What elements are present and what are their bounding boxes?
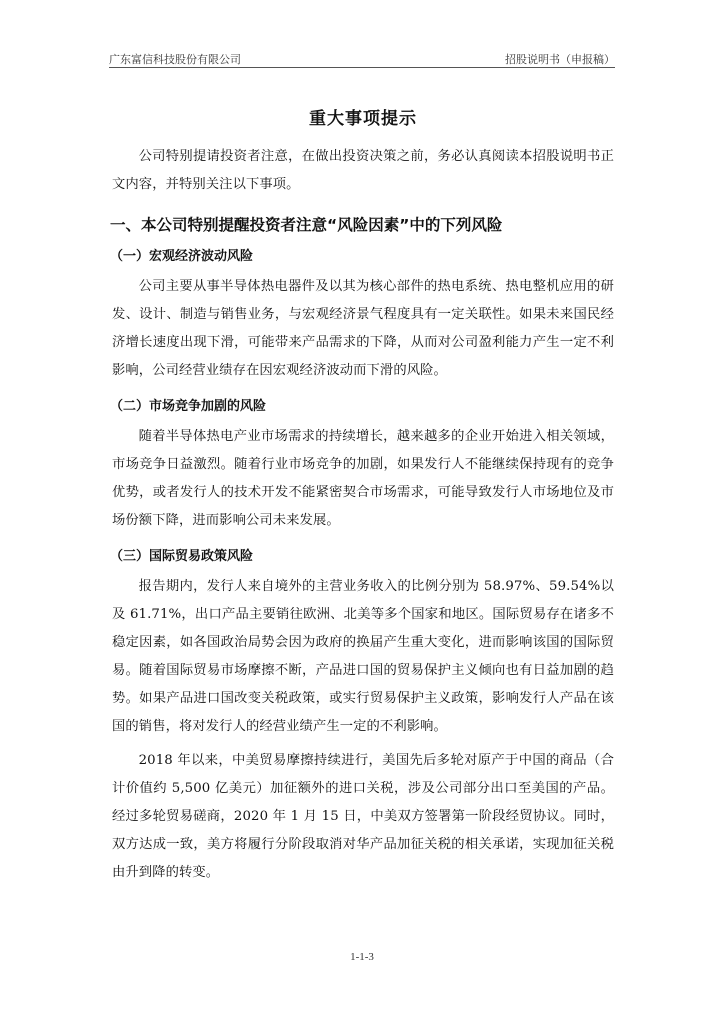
- document-body: [112, 100, 614, 887]
- page-number: 1-1-3: [350, 951, 374, 963]
- subsection-heading-competition: （二）市场竞争加剧的风险: [110, 399, 267, 414]
- running-header: [109, 51, 615, 67]
- paragraph-competition-risk: 随着半导体热电产业市场需求的持续增长，越来越多的企业开始进入相关领域，市场竞争日益激烈。随着行业市场竞争的加剧，如果发行人不能继续保持现有的竞争优势，或者发行人的技术开发不能紧密契合市场需求，可能导致发行人市场地位及市场份额下降，进而影响公司未来发展。: [112, 429, 614, 528]
- subsection-heading-trade: （三）国际贸易政策风险: [110, 549, 254, 564]
- subsection-heading-macro: （一）宏观经济波动风险: [110, 249, 254, 264]
- paragraph-macro-risk: 公司主要从事半导体热电器件及以其为核心部件的热电系统、热电整机应用的研发、设计、制造与销售业务，与宏观经济景气程度具有一定关联性。如果未来国民经济增长速度出现下滑，可能带来产品需求的下降，从而对公司盈利能力产生一定不利影响，公司经营业绩存在因宏观经济波动而下滑的风险。: [112, 279, 614, 378]
- header-doc-type: 招股说明书（申报稿）: [505, 53, 615, 66]
- header-rule: [109, 67, 615, 68]
- intro-paragraph: 公司特别提请投资者注意，在做出投资决策之前，务必认真阅读本招股说明书正文内容，并特别关注以下事项。: [112, 149, 614, 192]
- paragraph-trade-risk-2: 2018 年以来，中美贸易摩擦持续进行，美国先后多轮对原产于中国的商品（合计价值约 5,500 亿美元）加征额外的进口关税，涉及公司部分出口至美国的产品。经过多轮贸易磋商，2020 年 1 月 15 日，中美双方签署第一阶段经贸协议。同时，双方达成一致，美方将履行分阶段取消对华产品加征关税的相关承诺，实现加征关税由升到降的转变。: [112, 753, 614, 880]
- paragraph-trade-risk-1: 报告期内，发行人来自境外的主营业务收入的比例分别为 58.97%、59.54%以及 61.71%，出口产品主要销往欧洲、北美等多个国家和地区。国际贸易存在诸多不稳定因素，如各国政治局势会因为政府的换届产生重大变化，进而影响该国的国际贸易。随着国际贸易市场摩擦不断，产品进口国的贸易保护主义倾向也有日益加剧的趋势。如果产品进口国改变关税政策，或实行贸易保护主义政策，影响发行人产品在该国的销售，将对发行人的经营业绩产生一定的不利影响。: [112, 579, 614, 734]
- section-heading-1: 一、本公司特别提醒投资者注意“风险因素”中的下列风险: [110, 216, 503, 234]
- page-title: 重大事项提示: [309, 109, 417, 129]
- header-company: 广东富信科技股份有限公司: [109, 53, 241, 66]
